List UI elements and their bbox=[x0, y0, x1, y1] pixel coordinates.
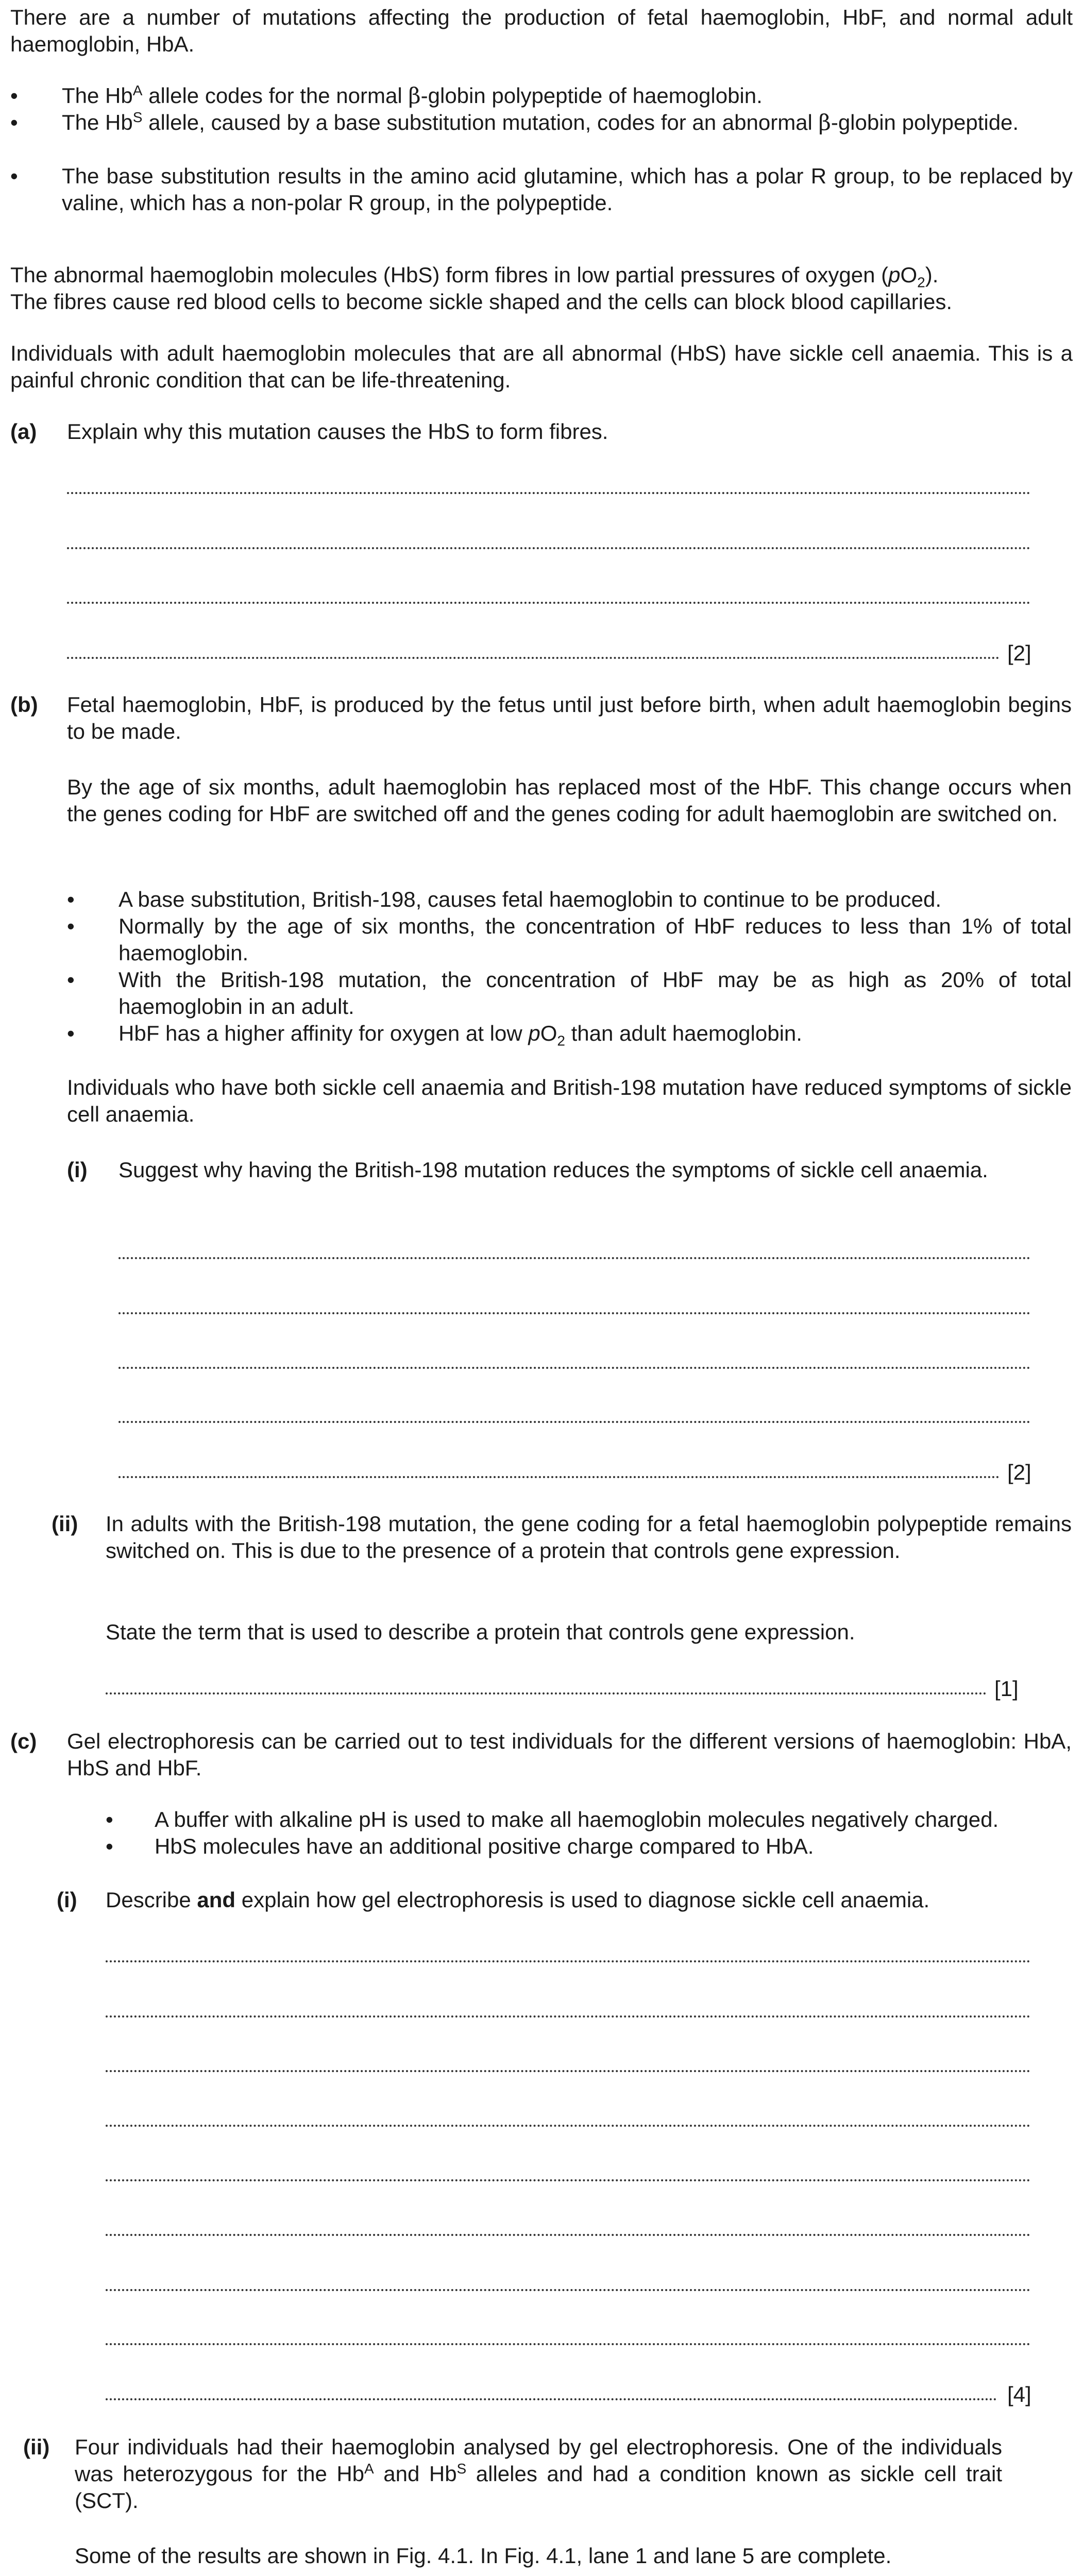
question-b-bullet-2: • Normally by the age of six months, the concentration of HbF reduces to less than 1% of total haemoglobin. bbox=[67, 914, 1072, 965]
question-a-label: (a) bbox=[10, 419, 37, 444]
question-b-ii-prompt: State the term that is used to describe a protein that controls gene expression. bbox=[106, 1620, 855, 1644]
mark-allocation: [2] bbox=[1007, 1460, 1031, 1484]
question-b-bullet-4: • HbF has a higher affinity for oxygen at low $pO_2$ than adult haemoglobin. bbox=[67, 1021, 802, 1049]
question-b-i-label: (i) bbox=[67, 1158, 88, 1182]
question-c-bullet-1: • A buffer with alkaline pH is used to make all haemoglobin molecules negatively charged. bbox=[106, 1807, 999, 1832]
intro-bullet-1: • The $Hb^A$ allele codes for the normal β-globin polypeptide of haemoglobin. bbox=[10, 82, 763, 108]
question-b-i-text: Suggest why having the British-198 mutation reduces the symptoms of sickle cell anaemia. bbox=[119, 1158, 988, 1182]
answer-line[interactable] bbox=[106, 2398, 997, 2400]
intro-paragraph: There are a number of mutations affecting the production of fetal haemoglobin, HbF, and normal adult haemoglobin, HbA. bbox=[10, 5, 1073, 56]
answer-line[interactable] bbox=[106, 1960, 1030, 1962]
question-b-paragraph: Individuals who have both sickle cell anaemia and British-198 mutation have reduced symptoms of sickle cell anaemia. bbox=[67, 1075, 1072, 1126]
answer-line[interactable] bbox=[119, 1312, 1030, 1314]
question-c-ii-label: (ii) bbox=[23, 2435, 50, 2459]
mark-allocation: [1] bbox=[994, 1676, 1019, 1701]
mark-allocation: [2] bbox=[1007, 641, 1031, 665]
answer-line[interactable] bbox=[67, 547, 1030, 549]
answer-line[interactable] bbox=[106, 1692, 987, 1694]
answer-line[interactable] bbox=[106, 2179, 1030, 2181]
question-c-bullet-2: • HbS molecules have an additional positive charge compared to HbA. bbox=[106, 1834, 814, 1858]
answer-line[interactable] bbox=[106, 2015, 1030, 2018]
answer-line[interactable] bbox=[106, 2343, 1030, 2345]
intro-bullet-2: • The $Hb^S$ allele, caused by a base substitution mutation, codes for an abnormal β-globin polypeptide. bbox=[10, 109, 1019, 135]
intro-paragraph-fibres: The abnormal haemoglobin molecules (HbS) form fibres in low partial pressures of oxygen $(pO_2)$. The fibres cause red blood cells to become sickle shaped and the cells can block blood capillaries. bbox=[10, 263, 953, 314]
answer-line[interactable] bbox=[106, 2234, 1030, 2236]
question-b-ii-text: In adults with the British-198 mutation, the gene coding for a fetal haemoglobin polypeptide remains switched on. This is due to the presence of a protein that controls gene expression. bbox=[106, 1512, 1072, 1563]
question-a-text: Explain why this mutation causes the HbS to form fibres. bbox=[67, 419, 608, 444]
answer-line[interactable] bbox=[119, 1421, 1030, 1423]
answer-line[interactable] bbox=[106, 2289, 1030, 2291]
question-b-ii-label: (ii) bbox=[52, 1512, 78, 1536]
answer-line[interactable] bbox=[67, 657, 1000, 659]
question-c-paragraph: Gel electrophoresis can be carried out to test individuals for the different versions of haemoglobin: HbA, HbS and HbF. bbox=[67, 1729, 1072, 1780]
answer-line[interactable] bbox=[67, 602, 1030, 604]
answer-line[interactable] bbox=[106, 2070, 1030, 2072]
answer-line[interactable] bbox=[119, 1476, 1000, 1478]
question-b-bullet-3: • With the British-198 mutation, the concentration of HbF may be as high as 20% of total haemoglobin in an adult. bbox=[67, 968, 1072, 1019]
intro-bullet-3: • The base substitution results in the amino acid glutamine, which has a polar R group, to be replaced by valine, which has a non-polar R group, in the polypeptide. bbox=[10, 164, 1073, 215]
question-c-ii-text: Four individuals had their haemoglobin analysed by gel electrophoresis. One of the individuals was heterozygous for the $Hb^A$ and $Hb^S$ alleles and had a condition known as sickle cell trait (SCT). bbox=[75, 2435, 1002, 2513]
mark-allocation: [4] bbox=[1007, 2382, 1031, 2406]
question-c-i-label: (i) bbox=[57, 1888, 77, 1912]
question-c-ii-paragraph: Some of the results are shown in Fig. 4.1. In Fig. 4.1, lane 1 and lane 5 are complete. bbox=[75, 2544, 892, 2568]
answer-line[interactable] bbox=[106, 2125, 1030, 2127]
answer-line[interactable] bbox=[67, 492, 1030, 494]
question-b-label: (b) bbox=[10, 692, 38, 717]
answer-line[interactable] bbox=[119, 1367, 1030, 1369]
question-c-label: (c) bbox=[10, 1729, 37, 1753]
answer-line[interactable] bbox=[119, 1257, 1030, 1259]
question-c-i-text: Describe and explain how gel electrophoresis is used to diagnose sickle cell anaemia. bbox=[106, 1888, 930, 1912]
question-b-paragraph: Fetal haemoglobin, HbF, is produced by the fetus until just before birth, when adult haemoglobin begins to be made. bbox=[67, 692, 1072, 743]
intro-paragraph-anaemia: Individuals with adult haemoglobin molecules that are all abnormal (HbS) have sickle cell anaemia. This is a painful chronic condition that can be life-threatening. bbox=[10, 341, 1073, 392]
question-b-paragraph: By the age of six months, adult haemoglobin has replaced most of the HbF. This change occurs when the genes coding for HbF are switched off and the genes coding for adult haemoglobin are switched on. bbox=[67, 775, 1072, 826]
question-b-bullet-1: • A base substitution, British-198, causes fetal haemoglobin to continue to be produced. bbox=[67, 887, 942, 911]
